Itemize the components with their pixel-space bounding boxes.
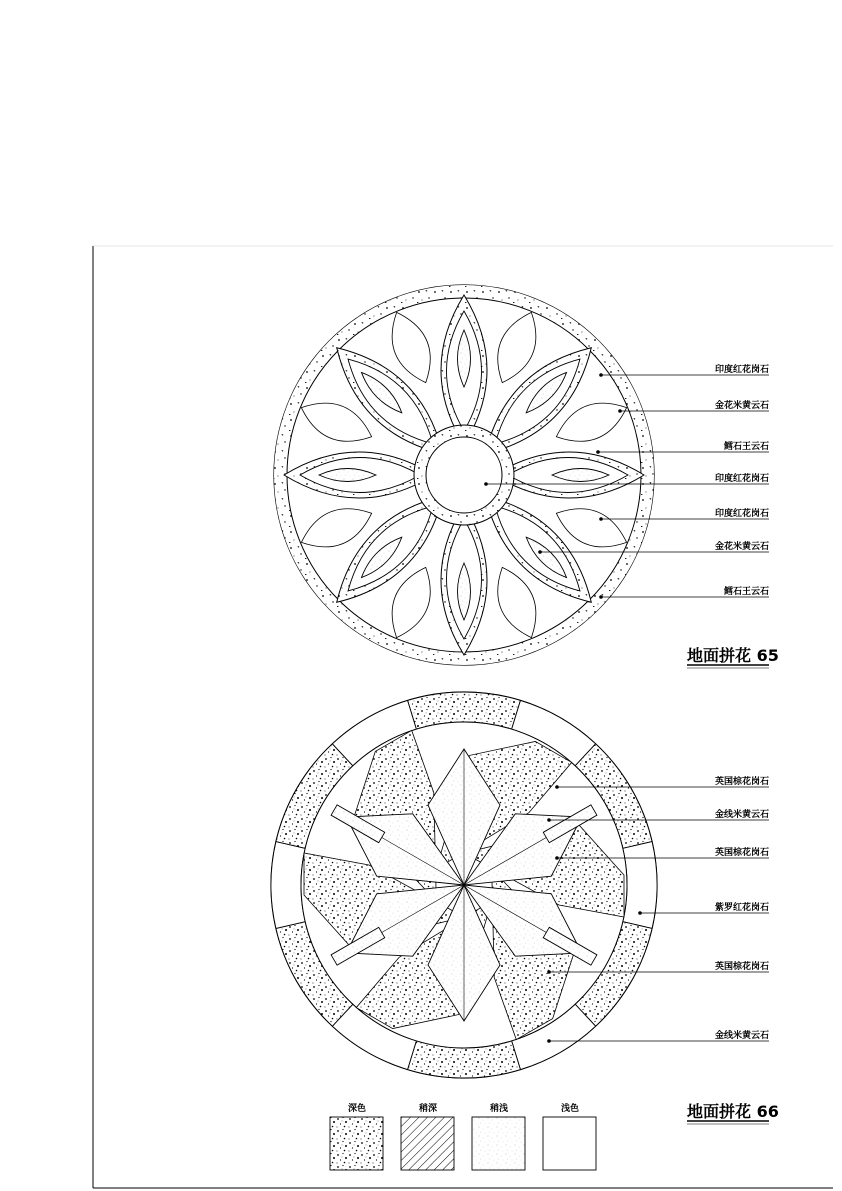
material-label: 金线米黄云石 (714, 810, 769, 820)
material-label: 金花米黄云石 (714, 542, 769, 552)
ring-segment (623, 842, 657, 929)
material-label: 英国棕花岗石 (714, 777, 769, 787)
material-label: 鳕石王云石 (723, 442, 769, 452)
material-label: 紫罗红花岗石 (714, 903, 769, 913)
legend-label: 浅色 (560, 1104, 580, 1114)
medallion-66-title (687, 1102, 779, 1124)
medallion-65-title (687, 646, 779, 668)
legend-label: 稍深 (418, 1104, 438, 1114)
material-label: 印度红花岗石 (714, 509, 769, 519)
material-legend (330, 1102, 596, 1170)
floor-medallion-66 (271, 692, 657, 1078)
legend-swatch (543, 1117, 596, 1170)
floor-medallion-65 (274, 285, 654, 665)
legend-swatch (472, 1117, 525, 1170)
legend-swatch (401, 1117, 454, 1170)
material-label: 英国棕花岗石 (714, 848, 769, 858)
title-65: 地面拼花 65 (687, 646, 779, 665)
ring-segment (271, 842, 305, 929)
material-label: 金线米黄云石 (714, 1031, 769, 1041)
legend-swatch (330, 1117, 383, 1170)
material-label: 印度红花岗石 (714, 474, 769, 484)
material-label: 印度红花岗石 (714, 365, 769, 375)
legend-label: 稍浅 (489, 1104, 509, 1114)
legend-label: 深色 (347, 1104, 367, 1114)
material-label: 英国棕花岗石 (714, 962, 769, 972)
material-label: 金花米黄云石 (714, 401, 769, 411)
title-66: 地面拼花 66 (687, 1102, 779, 1121)
material-label: 鳕石王云石 (723, 587, 769, 597)
